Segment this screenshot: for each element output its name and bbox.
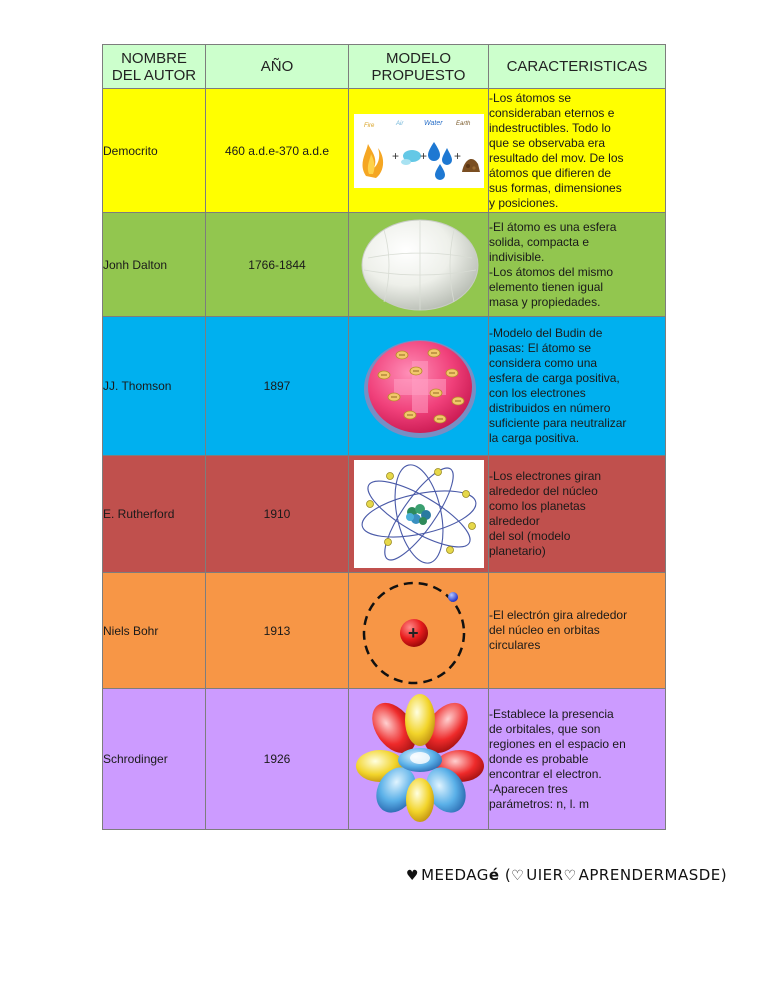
header-model: MODELO PROPUESTO	[349, 45, 489, 89]
year-cell: 1897	[206, 317, 349, 456]
author-cell: Democrito	[103, 89, 206, 213]
author-cell: Niels Bohr	[103, 573, 206, 689]
header-year: AÑO	[206, 45, 349, 89]
header-characteristics: CARACTERISTICAS	[489, 45, 666, 89]
model-cell	[349, 689, 489, 830]
bohr-orbit-icon	[354, 577, 484, 685]
table-row	[103, 573, 666, 689]
svg-text:Fire: Fire	[363, 122, 374, 129]
svg-text:Water: Water	[423, 119, 443, 127]
model-cell	[349, 573, 489, 689]
table-row	[103, 89, 666, 213]
signature-text-a: MEEDAG	[421, 866, 489, 884]
svg-text:Air: Air	[395, 120, 403, 127]
author-cell: E. Rutherford	[103, 456, 206, 573]
model-cell	[349, 213, 489, 317]
characteristics-text: -Los electrones giran alrededor del núcleo como los planetas alrededor del sol (modelo planetario)	[489, 469, 602, 558]
heart-outline-icon: ♡	[511, 868, 525, 884]
orbital-lobes-icon	[354, 692, 484, 826]
author-cell: Jonh Dalton	[103, 213, 206, 317]
characteristics-cell	[489, 213, 666, 317]
year-cell: 460 a.d.e-370 a.d.e	[206, 89, 349, 213]
svg-text:+: +	[407, 622, 419, 643]
signature-text-e: APRENDERMASDE)	[578, 866, 728, 884]
svg-text:+: +	[453, 148, 461, 163]
model-cell	[349, 89, 489, 213]
characteristics-cell	[489, 573, 666, 689]
four-elements-icon	[354, 114, 484, 188]
characteristics-text: -Establece la presencia de orbitales, que son regiones en el espacio en donde es probable encontrar el electron. -Aparecen tres parámetros: n, l. m	[489, 706, 626, 811]
year-cell: 1766-1844	[206, 213, 349, 317]
year-cell: 1926	[206, 689, 349, 830]
author-cell: Schrodinger	[103, 689, 206, 830]
characteristics-text: -El electrón gira alrededor del núcleo en orbitas circulares	[489, 608, 628, 652]
characteristics-cell	[489, 456, 666, 573]
heart-outline-icon-2: ♡	[563, 868, 577, 884]
author-cell: JJ. Thomson	[103, 317, 206, 456]
characteristics-cell	[489, 89, 666, 213]
solid-sphere-icon	[354, 218, 484, 312]
svg-text:+: +	[391, 148, 399, 163]
characteristics-cell	[489, 317, 666, 456]
table-header-row	[103, 45, 666, 89]
characteristics-cell	[489, 689, 666, 830]
table-row	[103, 213, 666, 317]
year-cell: 1910	[206, 456, 349, 573]
table-row	[103, 456, 666, 573]
author-signature	[406, 866, 727, 884]
table-row	[103, 317, 666, 456]
atomic-models-table	[102, 44, 666, 830]
header-author: NOMBRE DEL AUTOR	[103, 45, 206, 89]
svg-text:+: +	[419, 148, 427, 163]
heart-icon: ♥	[406, 868, 420, 884]
svg-text:Earth: Earth	[455, 120, 470, 127]
planetary-atom-icon	[354, 460, 484, 568]
model-cell	[349, 456, 489, 573]
plum-pudding-icon	[354, 331, 484, 441]
table-row	[103, 689, 666, 830]
characteristics-text: -Los átomos se consideraban eternos e indestructibles. Todo lo que se observaba era resultado del mov. De los átomos que difieren de sus formas, dimensiones y posiciones.	[489, 90, 624, 210]
characteristics-text: -El átomo es una esfera solida, compacta e indivisible. -Los átomos del mismo elemento tienen igual masa y propiedades.	[489, 219, 617, 309]
year-cell: 1913	[206, 573, 349, 689]
signature-text-b: é	[488, 866, 500, 884]
signature-text-c: (	[499, 866, 512, 884]
signature-text-d: UIER	[526, 866, 564, 884]
model-cell	[349, 317, 489, 456]
characteristics-text: -Modelo del Budin de pasas: El átomo se considera como una esfera de carga positiva, con los electrones distribuidos en número suficiente para neutralizar la carga positiva.	[489, 326, 627, 445]
